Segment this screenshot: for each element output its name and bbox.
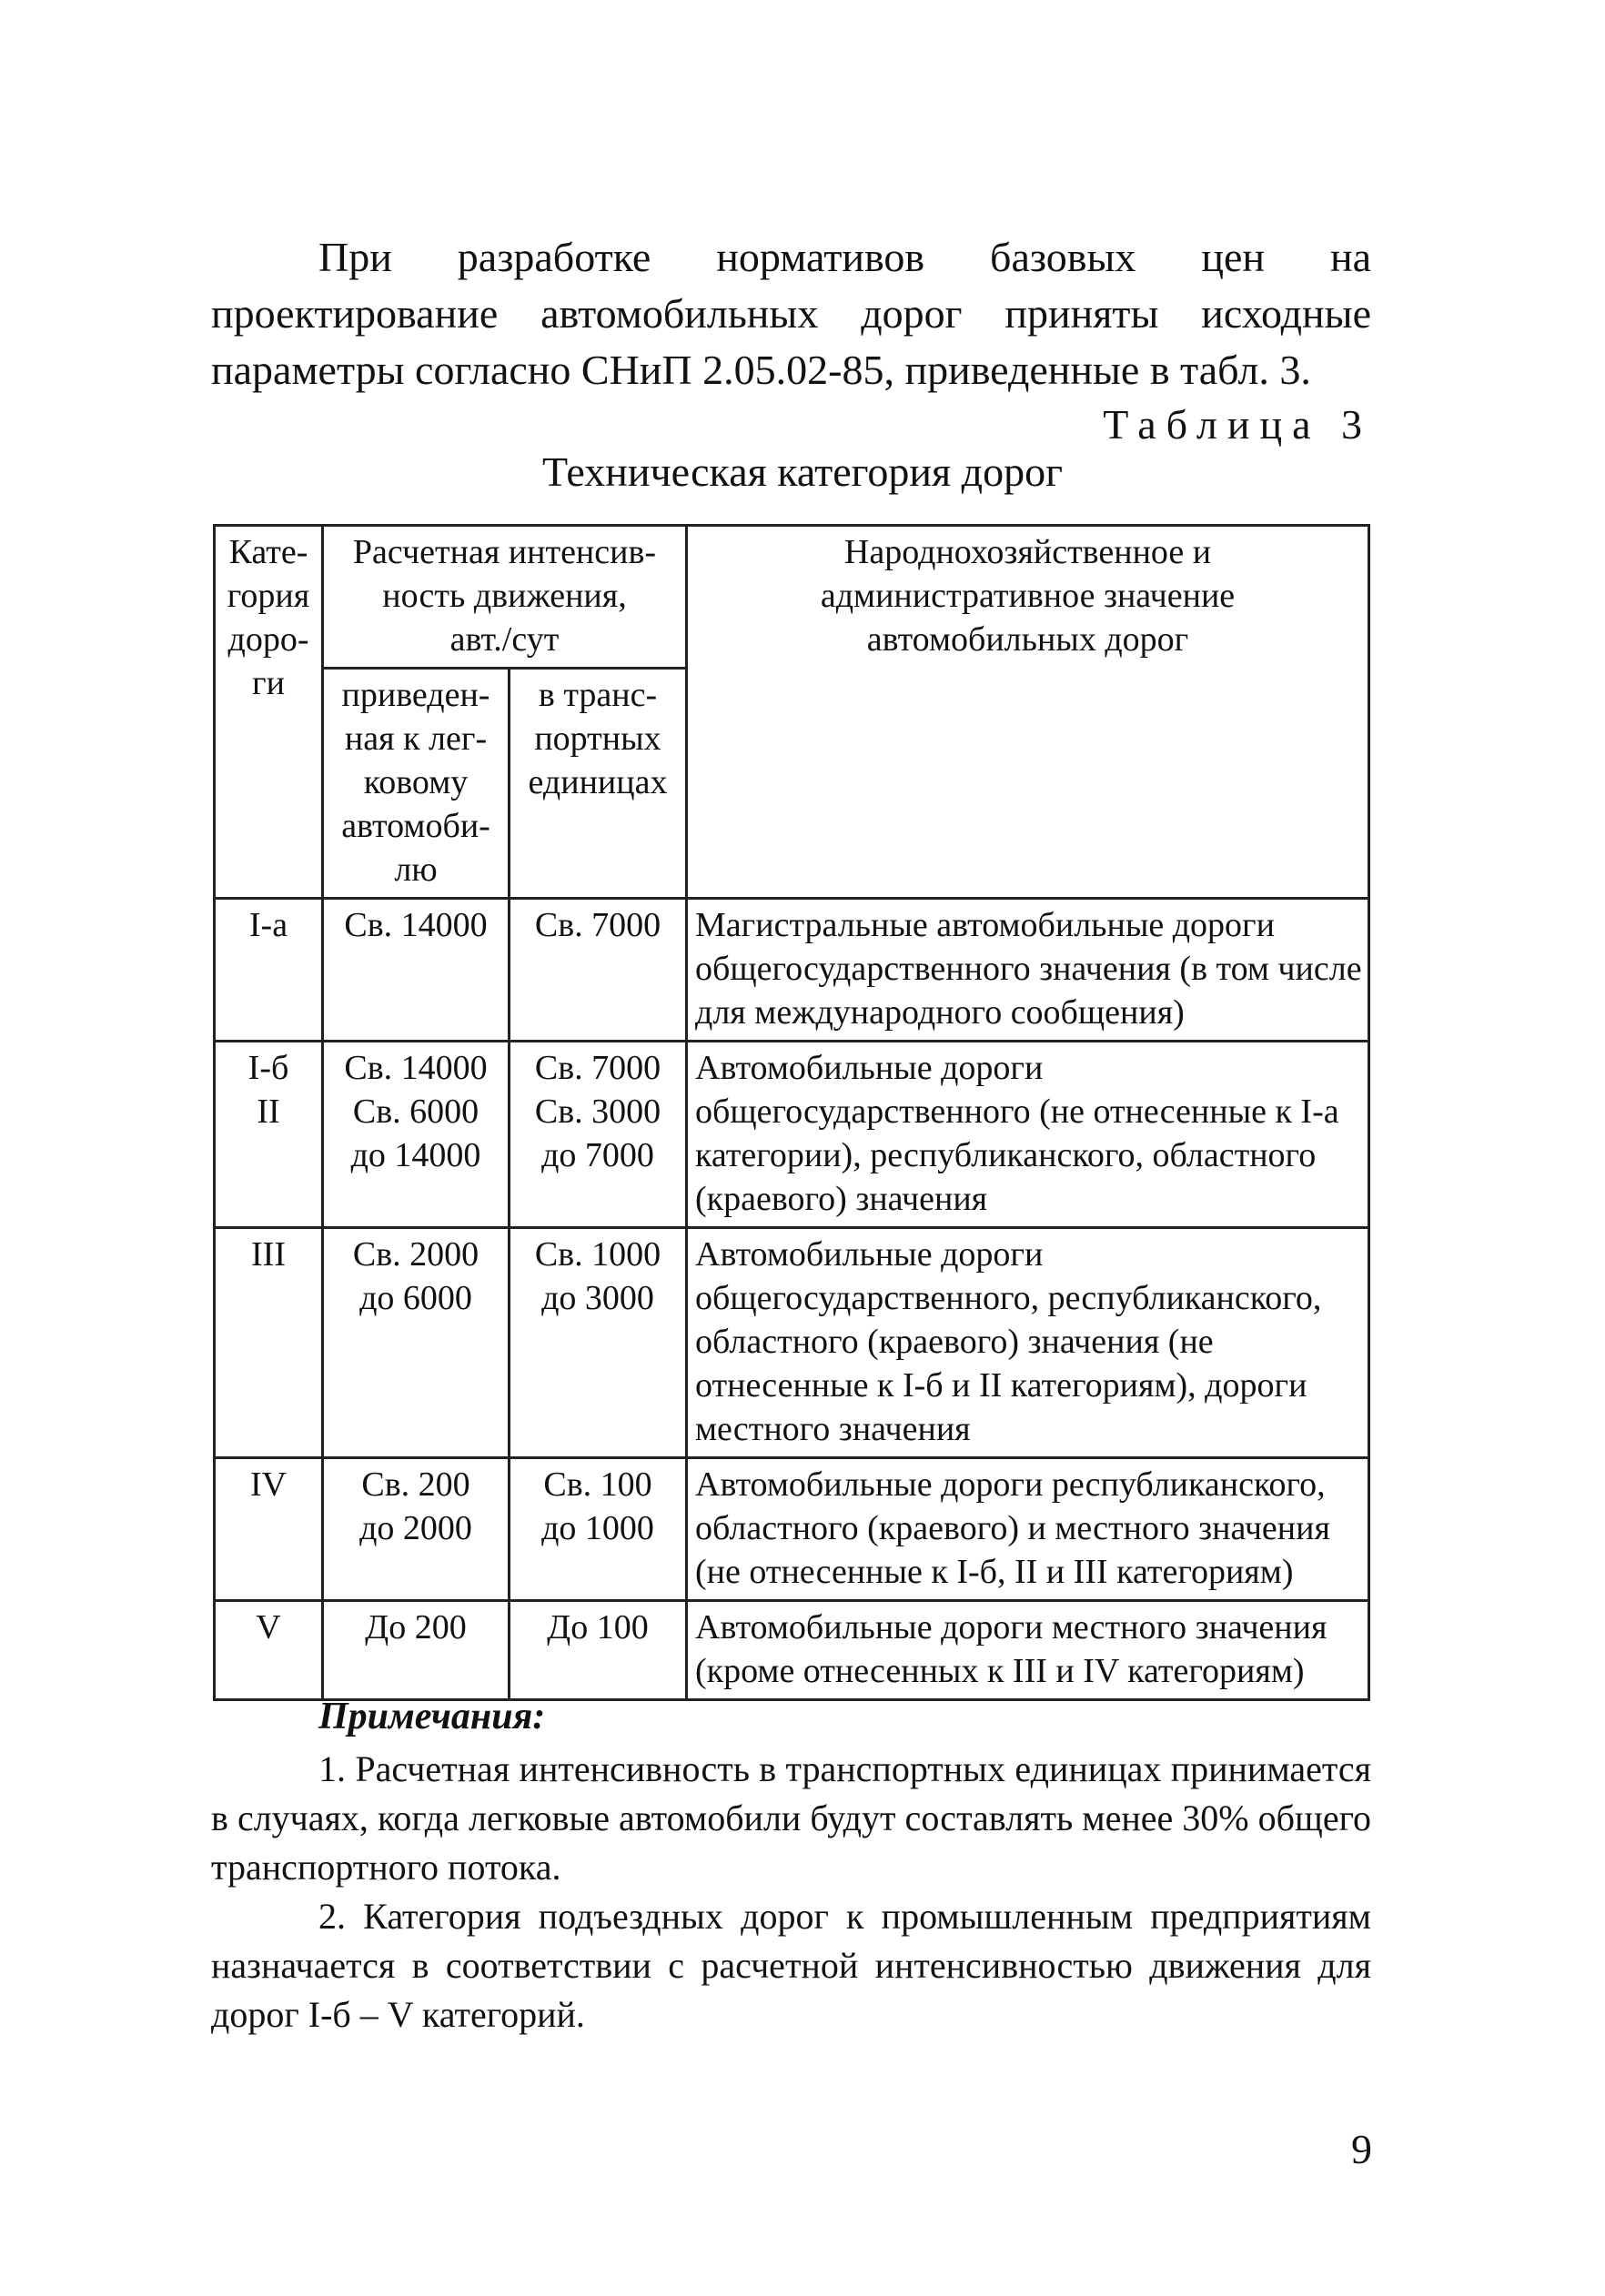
notes-section [211, 1692, 1371, 2039]
table-row [215, 1228, 1369, 1458]
table-row [215, 1601, 1369, 1700]
note-item: 1. Расчетная интенсивность в транспортных единицах принимается в случаях, когда легковые автомобили будут составлять менее 30% общего транспортного потока. [211, 1748, 1371, 1888]
intensity-car-cell: Св. 14000 [323, 899, 510, 1042]
description-cell: Автомобильные дороги общегосударственного, республиканского, областного (краевого) значения (не отнесенные к I-б и II категориям), дороги местного значения [687, 1228, 1369, 1458]
category-cell: IV [215, 1458, 323, 1601]
table-body [215, 899, 1369, 1700]
intro-paragraph: При разработке нормативов базовых цен на проектирование автомобильных дорог приняты исходные параметры согласно СНиП 2.05.02-85, приведенные в табл. 3. [211, 234, 1371, 393]
table-header-row [215, 526, 1369, 669]
page-number: 9 [1351, 2126, 1372, 2172]
table-row [215, 899, 1369, 1042]
intensity-transport-cell: Св. 7000 [510, 899, 687, 1042]
category-cell: I-б II [215, 1042, 323, 1228]
description-cell: Магистральные автомобильные дороги общегосударственного значения (в том числе для международного сообщения) [687, 899, 1369, 1042]
intensity-car-cell: Св. 14000 Св. 6000 до 14000 [323, 1042, 510, 1228]
road-category-table [213, 524, 1370, 1701]
intensity-transport-cell: Св. 100 до 1000 [510, 1458, 687, 1601]
header-intensity-transport: в транс- портных единицах [510, 669, 687, 899]
table-row [215, 1458, 1369, 1601]
category-cell: V [215, 1601, 323, 1700]
notes-title: Примечания: [318, 1696, 546, 1737]
table-title: Техническая категория дорог [542, 448, 1063, 495]
category-cell: III [215, 1228, 323, 1458]
intensity-transport-cell: Св. 1000 до 3000 [510, 1228, 687, 1458]
table-number: Таблица 3 [1103, 401, 1372, 448]
note-item: 2. Категория подъездных дорог к промышленным предприятиям назначается в соответствии с расчетной интенсивностью движения для дорог I-б – V категорий. [211, 1896, 1371, 2035]
header-intensity: Расчетная интенсив- ность движения, авт./сут [323, 526, 687, 669]
header-intensity-car: приведен- ная к лег- ковому автомоби- лю [323, 669, 510, 899]
table-row [215, 1042, 1369, 1228]
description-cell: Автомобильные дороги республиканского, областного (краевого) и местного значения (не отнесенные к I-б, II и III категориям) [687, 1458, 1369, 1601]
header-significance: Народнохозяйственное и административное значение автомобильных дорог [687, 526, 1369, 899]
header-category: Кате- гория доро- ги [215, 526, 323, 899]
category-cell: I-а [215, 899, 323, 1042]
intensity-car-cell: Св. 2000 до 6000 [323, 1228, 510, 1458]
intensity-transport-cell: Св. 7000 Св. 3000 до 7000 [510, 1042, 687, 1228]
description-cell: Автомобильные дороги общегосударственного (не отнесенные к I-а категории), республиканского, областного (краевого) значения [687, 1042, 1369, 1228]
intensity-car-cell: Св. 200 до 2000 [323, 1458, 510, 1601]
description-cell: Автомобильные дороги местного значения (кроме отнесенных к III и IV категориям) [687, 1601, 1369, 1700]
intensity-car-cell: До 200 [323, 1601, 510, 1700]
intensity-transport-cell: До 100 [510, 1601, 687, 1700]
